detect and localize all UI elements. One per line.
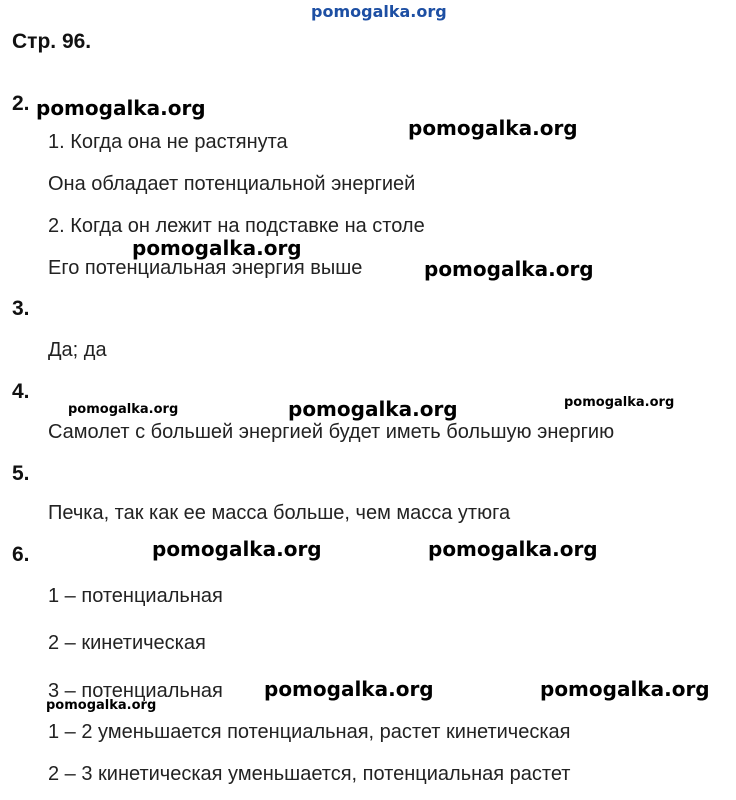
answer-6-line-1: 1 – потенциальная [48, 585, 223, 607]
top-watermark: pomogalka.org [311, 2, 447, 21]
page-header: Стр. 96. [12, 30, 92, 53]
answer-5-line-1: Печка, так как ее масса больше, чем масса утюга [48, 502, 511, 524]
answer-2-line-4: Его потенциальная энергия выше [48, 257, 363, 279]
question-number-2: 2. [12, 92, 30, 115]
answer-4-line-1: Самолет с большей энергией будет иметь большую энергию [48, 421, 615, 443]
answer-2-line-1: 1. Когда она не растянута [48, 131, 288, 153]
question-number-5: 5. [12, 462, 30, 485]
answer-2-line-3: 2. Когда он лежит на подставке на столе [48, 215, 425, 237]
watermark: pomogalka.org [428, 537, 598, 561]
question-number-4: 4. [12, 380, 30, 403]
answer-6-line-2: 2 – кинетическая [48, 632, 206, 654]
watermark: pomogalka.org [424, 257, 594, 281]
watermark: pomogalka.org [564, 395, 675, 410]
watermark: pomogalka.org [36, 96, 206, 120]
answer-2-line-2: Она обладает потенциальной энергией [48, 173, 416, 195]
watermark: pomogalka.org [288, 397, 458, 421]
question-number-6: 6. [12, 543, 30, 566]
answer-6-line-3: 3 – потенциальная [48, 680, 223, 702]
watermark: pomogalka.org [132, 236, 302, 260]
watermark: pomogalka.org [540, 677, 710, 701]
answer-6-line-5: 2 – 3 кинетическая уменьшается, потенциальная растет [48, 763, 571, 785]
watermark: pomogalka.org [408, 116, 578, 140]
watermark: pomogalka.org [68, 402, 179, 417]
watermark: pomogalka.org [152, 537, 322, 561]
answer-6-line-4: 1 – 2 уменьшается потенциальная, растет кинетическая [48, 721, 571, 743]
watermark: pomogalka.org [264, 677, 434, 701]
answer-3-line-1: Да; да [48, 339, 107, 361]
watermark: pomogalka.org [46, 698, 157, 713]
question-number-3: 3. [12, 297, 30, 320]
